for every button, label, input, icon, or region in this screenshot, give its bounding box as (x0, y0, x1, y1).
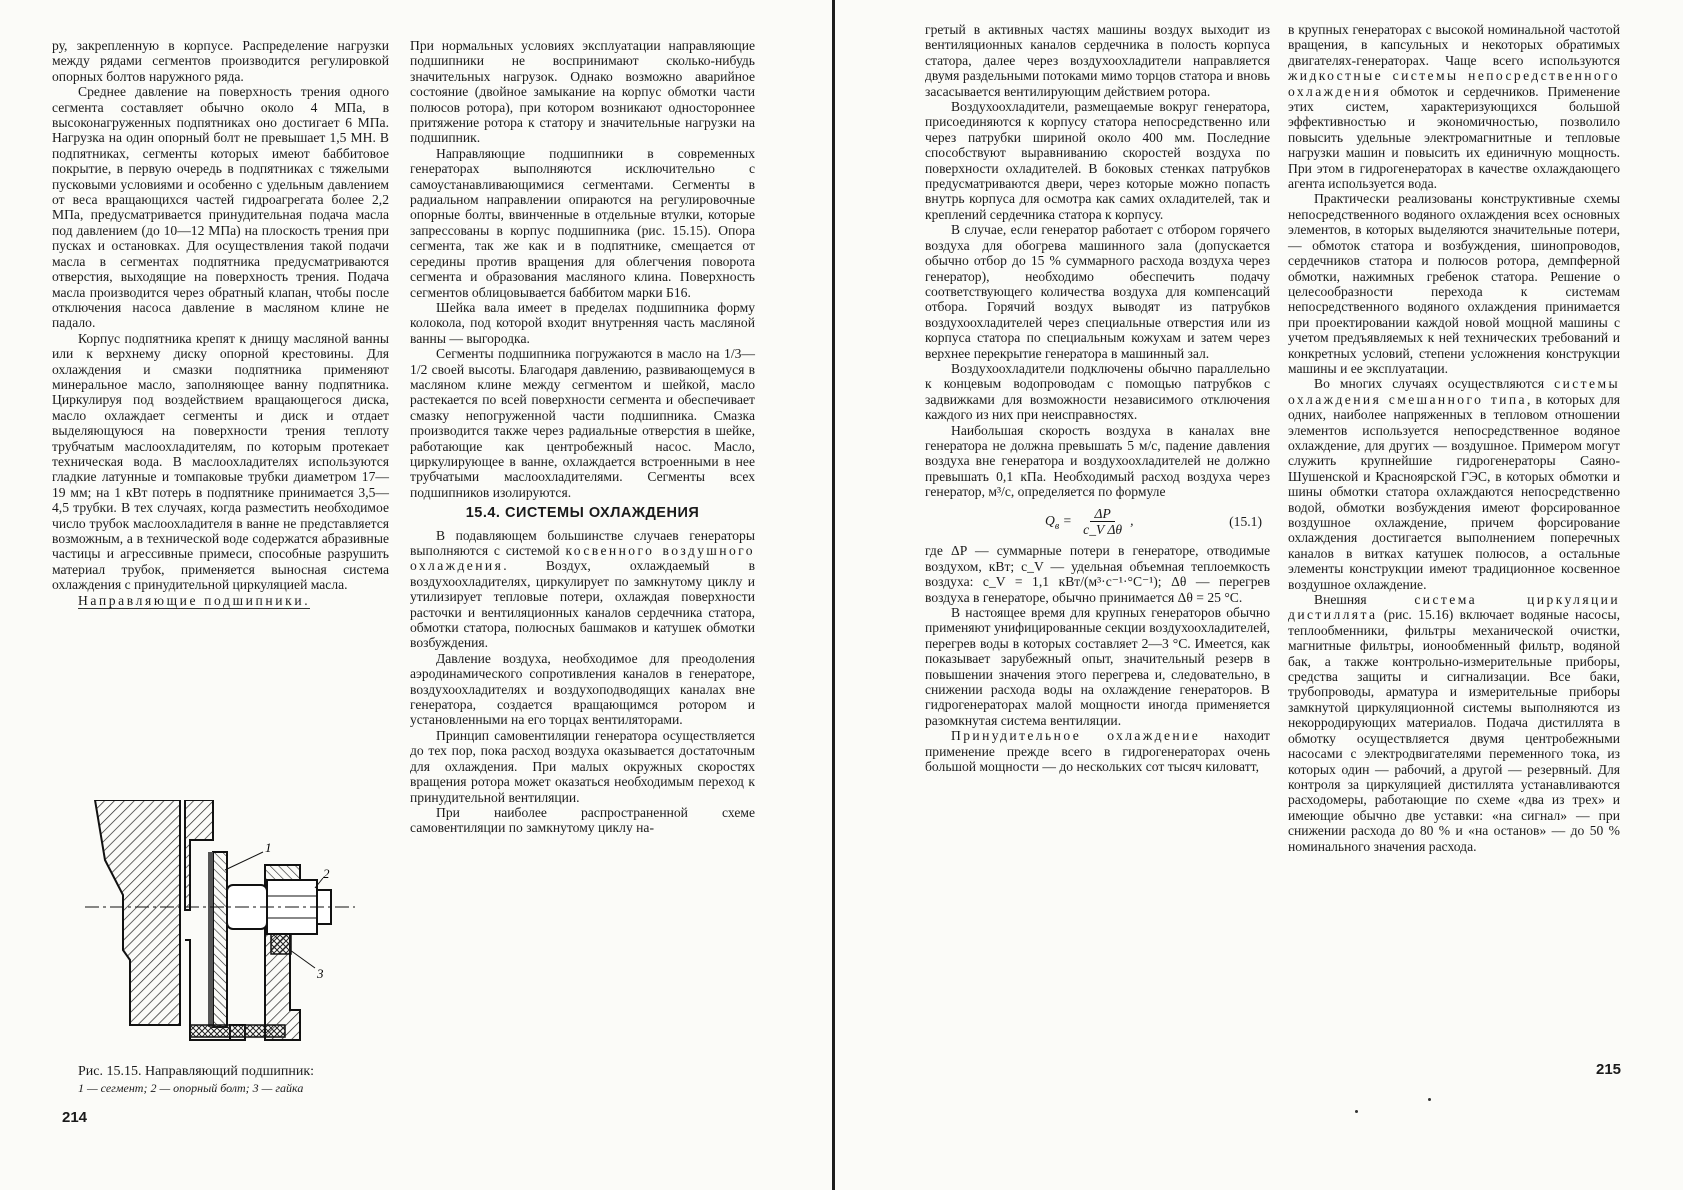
formula-number: (15.1) (1229, 513, 1262, 529)
right-page-column-1 (925, 22, 1270, 775)
caption-title: Рис. 15.15. Направляющий подшипник: (78, 1064, 315, 1079)
paragraph: Направляющие подшипники в современных генераторах выполняются исключительно с самоустанавливающимися сегментами. Сегменты в радиальном направлении опираются на регулировочные опорные болты, ввинченные в отдельные втулки, которые запрессованы в корпус подшипника (рис. 15.15). Опора сегмента, так же как и в подпятнике, смещается от середины против вращения для облегчения поворота сегмента и образования масляного клина. Поверхность сегментов облицовывается баббитом марки Б16. (410, 145, 755, 300)
paragraph: Шейка вала имеет в пределах подшипника форму колокола, под которой входит внутренняя часть масляной ванны — выгородка. (410, 299, 755, 346)
paragraph: гретый в активных частях машины воздух выходит из вентиляционных каналов сердечника в полость корпуса статора, далее через воздухоохладители направляется двумя раздельными потоками мимо торцов статора и вновь засасывается вентилирующим действием ротора. (925, 22, 1270, 99)
page-number-left: 214 (62, 1109, 88, 1126)
paragraph: В настоящее время для крупных генераторов обычно применяют унифицированные секции воздухоохладителей, перегрев воды в которых составляет 2—3 °С. Имеется, как показывает зарубежный опыт, значительный резерв в повышении значения этого перегрева и, следовательно, в снижении расхода воды на охлаждение генераторов. В гидрогенераторах малой мощности иногда применяется разомкнутая система вентиляции. (925, 605, 1270, 728)
book-spine (832, 0, 835, 1190)
left-page-column-2 (410, 38, 755, 836)
figure-caption (78, 1064, 396, 1096)
right-page-column-2 (1288, 22, 1620, 854)
label-1: 1 (265, 840, 272, 855)
paragraph: При нормальных условиях эксплуатации направляющие подшипники не воспринимают сколько-нибудь значительных нагрузок. Однако возможно аварийное состояние (двойное замыкание на корпус обмотки части полюсов ротора), при котором возникают одностороннее притяжение ротора к статору и значительные нагрузки на подшипник. (410, 38, 755, 146)
subsection-heading: Направляющие подшипники. (78, 592, 311, 608)
paragraph: Принцип самовентиляции генератора осуществляется до тех пор, пока расход воздуха оказывается достаточным для охлаждения. При малых окружных скоростях вращения ротора может оказаться необходимым переход к принудительной вентиляции. (410, 727, 755, 805)
paragraph: Корпус подпятника крепят к днищу масляной ванны или к верхнему диску опорной крестовины. Для охлаждения и смазки подпятника применяют минеральное масло, заполняющее ванну подпятника. Циркулируя под воздействием вращающегося диска, масло охлаждает сегменты и диск и отдает выделяющуюся на поверхности трения теплоту трубчатым маслоохладителям, по которым протекает техническая вода. В маслоохладителях используются гладкие латунные и томпаковые трубки диаметром 17—19 мм; на 1 кВт потерь в подпятнике принимается 3,5—4,5 трубки. В тех случаях, когда разместить необходимое число трубок маслоохладителя в ванне не представляется возможным, а в технической воде содержатся абразивные частицы и агрессивные примеси, способные разрушить материал трубок, применяется выносная система охлаждения с принудительной циркуляцией масла. (52, 330, 389, 593)
paragraph: Сегменты подшипника погружаются в масло на 1/3—1/2 своей высоты. Благодаря давлению, развивающемуся в масляном клине между сегментом и шейкой, масло растекается по всей поверхности сегмента и обеспечивает смазку непогруженной части подшипника. Смазка производится также через радиальные отверстия в шейке, работающие как центробежный насос. Масло, циркулирующее в ванне, охлаждается встроенными в нее трубчатыми маслоохладителями. Сегменты всех подшипников изолируются. (410, 346, 755, 500)
section-heading: 15.4. СИСТЕМЫ ОХЛАЖДЕНИЯ (465, 505, 700, 522)
paragraph: ру, закрепленную в корпусе. Распределение нагрузки между рядами сегментов производится регулировкой опорных болтов наружного ряда. (52, 38, 389, 84)
formula-15-1: $Q_в$ = $\frac{\Delta P}{\text{c\_V Δθ}}$ , (15.1) (1045, 505, 1262, 537)
paragraph: Воздухоохладители подключены обычно параллельно к концевым водопроводам с помощью патрубков с задвижками для возможности независимого отключения каждого из них при неисправностях. (925, 360, 1270, 423)
paragraph: При наиболее распространенной схеме самовентиляции по замкнутому циклу на- (410, 804, 755, 836)
print-speck (1428, 1098, 1431, 1101)
page-number-right: 215 (1596, 1061, 1622, 1078)
paragraph: в крупных генераторах с высокой номинальной частотой вращения, в капсульных и некоторых обратимых двигателях-генераторах. Чаще всего используются жидкостные системы непосредственного охлаждения обмоток и сердечников. Применение этих систем, характеризующихся большой эффективностью и экономичностью, позволило повысить удельные электромагнитные и тепловые нагрузки машин и повысить их единичную мощность. При этом в гидрогенераторах в качестве охлаждающего агента используется вода. (1288, 22, 1620, 192)
paragraph: Воздухоохладители, размещаемые вокруг генератора, присоединяются к корпусу статора непосредственно или через патрубки шириной около 400 мм. Последние способствуют выравниванию скоростей воздуха по поверхности охладителей. В боковых стенках патрубков предусматриваются двери, через которые можно попасть внутрь корпуса для осмотра как самих охладителей, так и креплений сердечника статора к корпусу. (925, 99, 1270, 222)
label-3: 3 (317, 966, 324, 981)
paragraph: где ΔP — суммарные потери в генераторе, отводимые воздухом, кВт; c_V — удельная объемная теплоемкость воздуха: c_V = 1,1 кВт/(м³·с⁻¹·°С⁻¹); Δθ — перегрев воздуха в генераторе, обычно принимается Δθ = 25 °С. (925, 543, 1270, 605)
label-2: 2 (323, 866, 330, 881)
paragraph: Внешняя система циркуляции дистиллята (рис. 15.16) включает водяные насосы, теплообменники, фильтры механической очистки, магнитные фильтры, ионообменный фильтр, водяной бак, а также контрольно-измерительные приборы, средства защиты и сигнализации. Все баки, трубопроводы, арматура и измерительные приборы замкнутой циркуляционной системы выполняются из некорродирующих материалов. Подача дистиллята в обмотку осуществляется двумя центробежными насосами с электродвигателями переменного тока, из которых один — рабочий, а другой — резервный. Для контроля за циркуляцией дистиллята устанавливаются расходомеры, работающие по схеме «два из трех» и имеющие обычно две уставки: «на сигнал» — при снижении расхода до 80 % и «на останов» — до 50 % номинального значения расхода. (1288, 592, 1620, 854)
figure-guide-bearing (85, 800, 375, 1060)
left-page-column-1 (52, 38, 389, 609)
paragraph: Давление воздуха, необходимое для преодоления аэродинамического сопротивления каналов в генераторе, воздухоохладителях и воздухоподводящих каналах вне генератора, создается вращающимся ротором и установленными на его торцах вентиляторами. (410, 650, 755, 728)
paragraph: В подавляющем большинстве случаев генераторы выполняются с системой косвенного воздушного охлаждения. Воздух, охлаждаемый в воздухоохладителях, циркулирует по замкнутому циклу и утилизирует тепловые потери, охлаждая поверхности расточки и вентиляционных каналов сердечника статора, обмотки статора, полюсных башмаков и катушек обмотки возбуждения. (410, 527, 756, 651)
paragraph: В случае, если генератор работает с отбором горячего воздуха для обогрева машинного зала (допускается обычно отбор до 15 % суммарного расхода воздуха через генератор), необходимо обеспечить подачу соответствующего количества воздуха для компенсаций отбора. Горячий воздух выводят из патрубков воздухоохладителей через специальные отверстия или из корпуса статора по специальным кожухам и затем через верхнее перекрытие генератора в машинный зал. (925, 222, 1270, 361)
paragraph: Во многих случаях осуществляются системы охлаждения смешанного типа, в которых для одних, наиболее напряженных в тепловом отношении элементов используется непосредственное водяное охлаждение, для других — воздушное. Примером могут служить крупнейшие гидрогенераторы Саяно-Шушенской и Красноярской ГЭС, в которых обмотки и шины обмотки статора охлаждаются непосредственно водой, обмотки возбуждения имеют форсированное воздушное охлаждение, причем форсирование охлаждения достигается выполнением поперечных каналов в витках катушек полюсов, а остальные элементы конструкции имеют традиционное косвенное воздушное охлаждение. (1288, 376, 1620, 592)
paragraph: Наибольшая скорость воздуха в каналах вне генератора не должна превышать 5 м/с, падение давления воздуха вне генератора и воздухоохладителей не должно превышать 0,1 кПа. Необходимый расход воздуха через генератор, м³/с, определяется по формуле (925, 422, 1270, 500)
paragraph: Принудительное охлаждение находит применение прежде всего в гидрогенераторах очень большой мощности — до нескольких сот тысяч киловатт, (925, 728, 1270, 775)
caption-legend: 1 — сегмент; 2 — опорный болт; 3 — гайка (78, 1081, 304, 1095)
paragraph: Среднее давление на поверхность трения одного сегмента составляет обычно около 4 МПа, в высоконагруженных подпятниках оно достигает 6 МПа. Нагрузка на один опорный болт не превышает 1,5 МН. В подпятниках, сегменты которых имеют баббитовое покрытие, в первую очередь в подпятниках с тяжелыми пусковыми условиями и особенно с удельным давлением от веса вращающихся частей гидроагрегата более 2,2 МПа, предусматривается принудительная подача масла под давлением (до 10—12 МПа) на плоскость трения при пусках и остановках. Для осуществления такой подачи масла в сегментах подпятника предусматриваются отверстия, выходящие на поверхность трения. Подача масла производится через обратный клапан, чтобы после отключения насоса давление в масляном клине не падало. (52, 84, 389, 331)
print-speck (1355, 1110, 1358, 1113)
paragraph: Практически реализованы конструктивные схемы непосредственного водяного охлаждения всех основных элементов, в которых выделяются значительные потери, — обмоток статора и возбуждения, шинопроводов, сердечников статора и полюсов ротора, демпферной обмотки, нажимных гребенок статора. Решение о целесообразности перехода к системам непосредственного водяного охлаждения принимается при проектировании каждой новой мощной машины с учетом предъявляемых к ней технических требований и конкретных условий, степени усложнения конструкции машины и ее эксплуатации. (1288, 191, 1620, 376)
guide-bearing-drawing (85, 800, 375, 1060)
